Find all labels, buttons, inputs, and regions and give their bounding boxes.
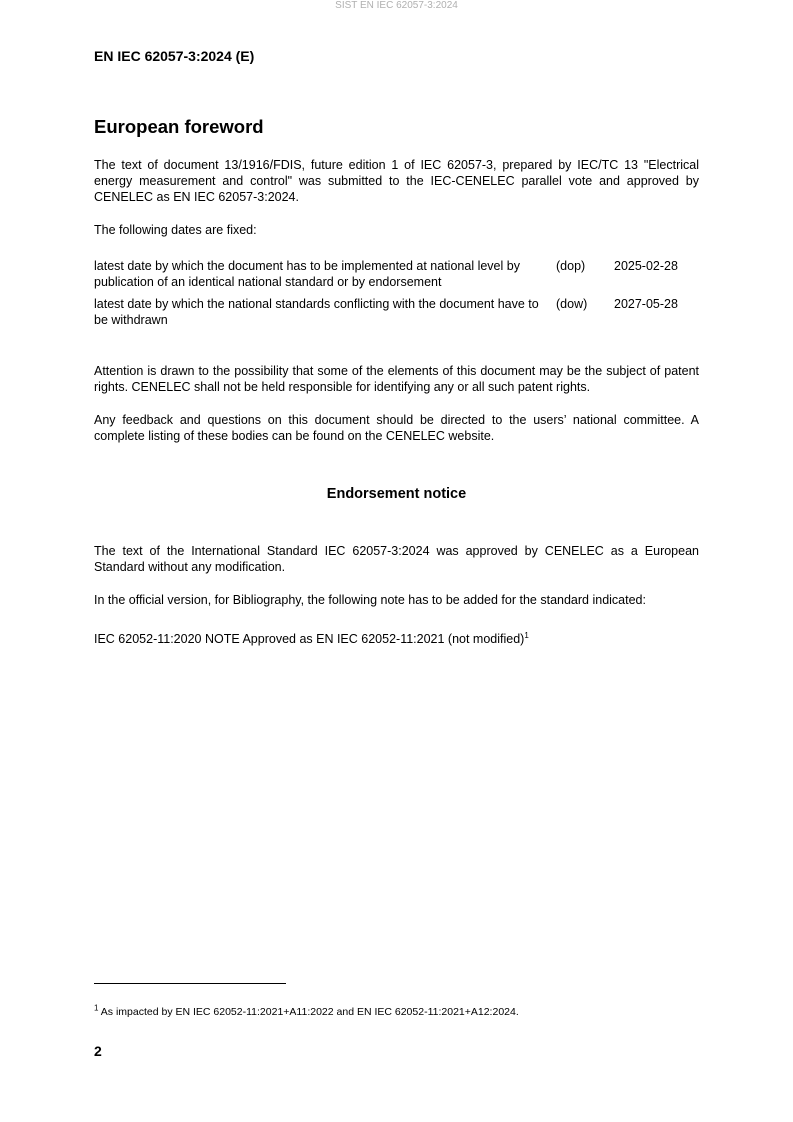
dates-table <box>94 258 699 334</box>
date-value: 2025-02-28 <box>614 259 678 273</box>
date-row-dop <box>94 258 699 290</box>
note-text: IEC 62052-11:2020 NOTE Approved as EN IEC 62052-11:2021 (not modified) <box>94 632 525 646</box>
watermark: SIST EN IEC 62057-3:2024 <box>335 0 458 11</box>
document-id-header: EN IEC 62057-3:2024 (E) <box>94 48 255 64</box>
endorsement-title: Endorsement notice <box>326 486 467 502</box>
date-description: latest date by which the document has to be implemented at national level by publication of an identical national standard or by endorsement <box>94 259 520 289</box>
date-code: (dop) <box>556 259 586 273</box>
endorsement-paragraph-2: In the official version, for Bibliography, the following note has to be added for the standard indicated: <box>94 593 646 607</box>
footnote-marker: 1 <box>94 1003 99 1013</box>
foreword-title: European foreword <box>94 116 264 137</box>
date-row-dow <box>94 296 699 328</box>
foreword-paragraph-2: The following dates are fixed: <box>94 223 257 237</box>
footnote-reference[interactable]: 1 <box>524 630 529 640</box>
foreword-paragraph-3: Attention is drawn to the possibility that some of the elements of this document may be the subject of patent rights. CENELEC shall not be held responsible for identifying any or all such patent rights. <box>94 364 699 394</box>
endorsement-paragraph-1: The text of the International Standard IEC 62057-3:2024 was approved by CENELEC as a European Standard without any modification. <box>94 544 699 574</box>
date-code: (dow) <box>556 297 588 311</box>
endorsement-note <box>94 631 699 647</box>
foreword-paragraph-1: The text of document 13/1916/FDIS, future edition 1 of IEC 62057-3, prepared by IEC/TC 13 "Electrical energy measurement and control" was submitted to the IEC-CENELEC parallel vote and approved by CENELEC as EN IEC 62057-3:2024. <box>94 158 699 204</box>
footnote <box>94 1003 699 1019</box>
date-value: 2027-05-28 <box>614 297 678 311</box>
footnote-text: As impacted by EN IEC 62052-11:2021+A11:2022 and EN IEC 62052-11:2021+A12:2024. <box>98 1006 519 1018</box>
page-number: 2 <box>94 1043 102 1059</box>
foreword-paragraph-4: Any feedback and questions on this document should be directed to the users’ national committee. A complete listing of these bodies can be found on the CENELEC website. <box>94 413 699 443</box>
footnote-separator <box>94 983 286 984</box>
date-description: latest date by which the national standards conflicting with the document have to be withdrawn <box>94 297 539 327</box>
